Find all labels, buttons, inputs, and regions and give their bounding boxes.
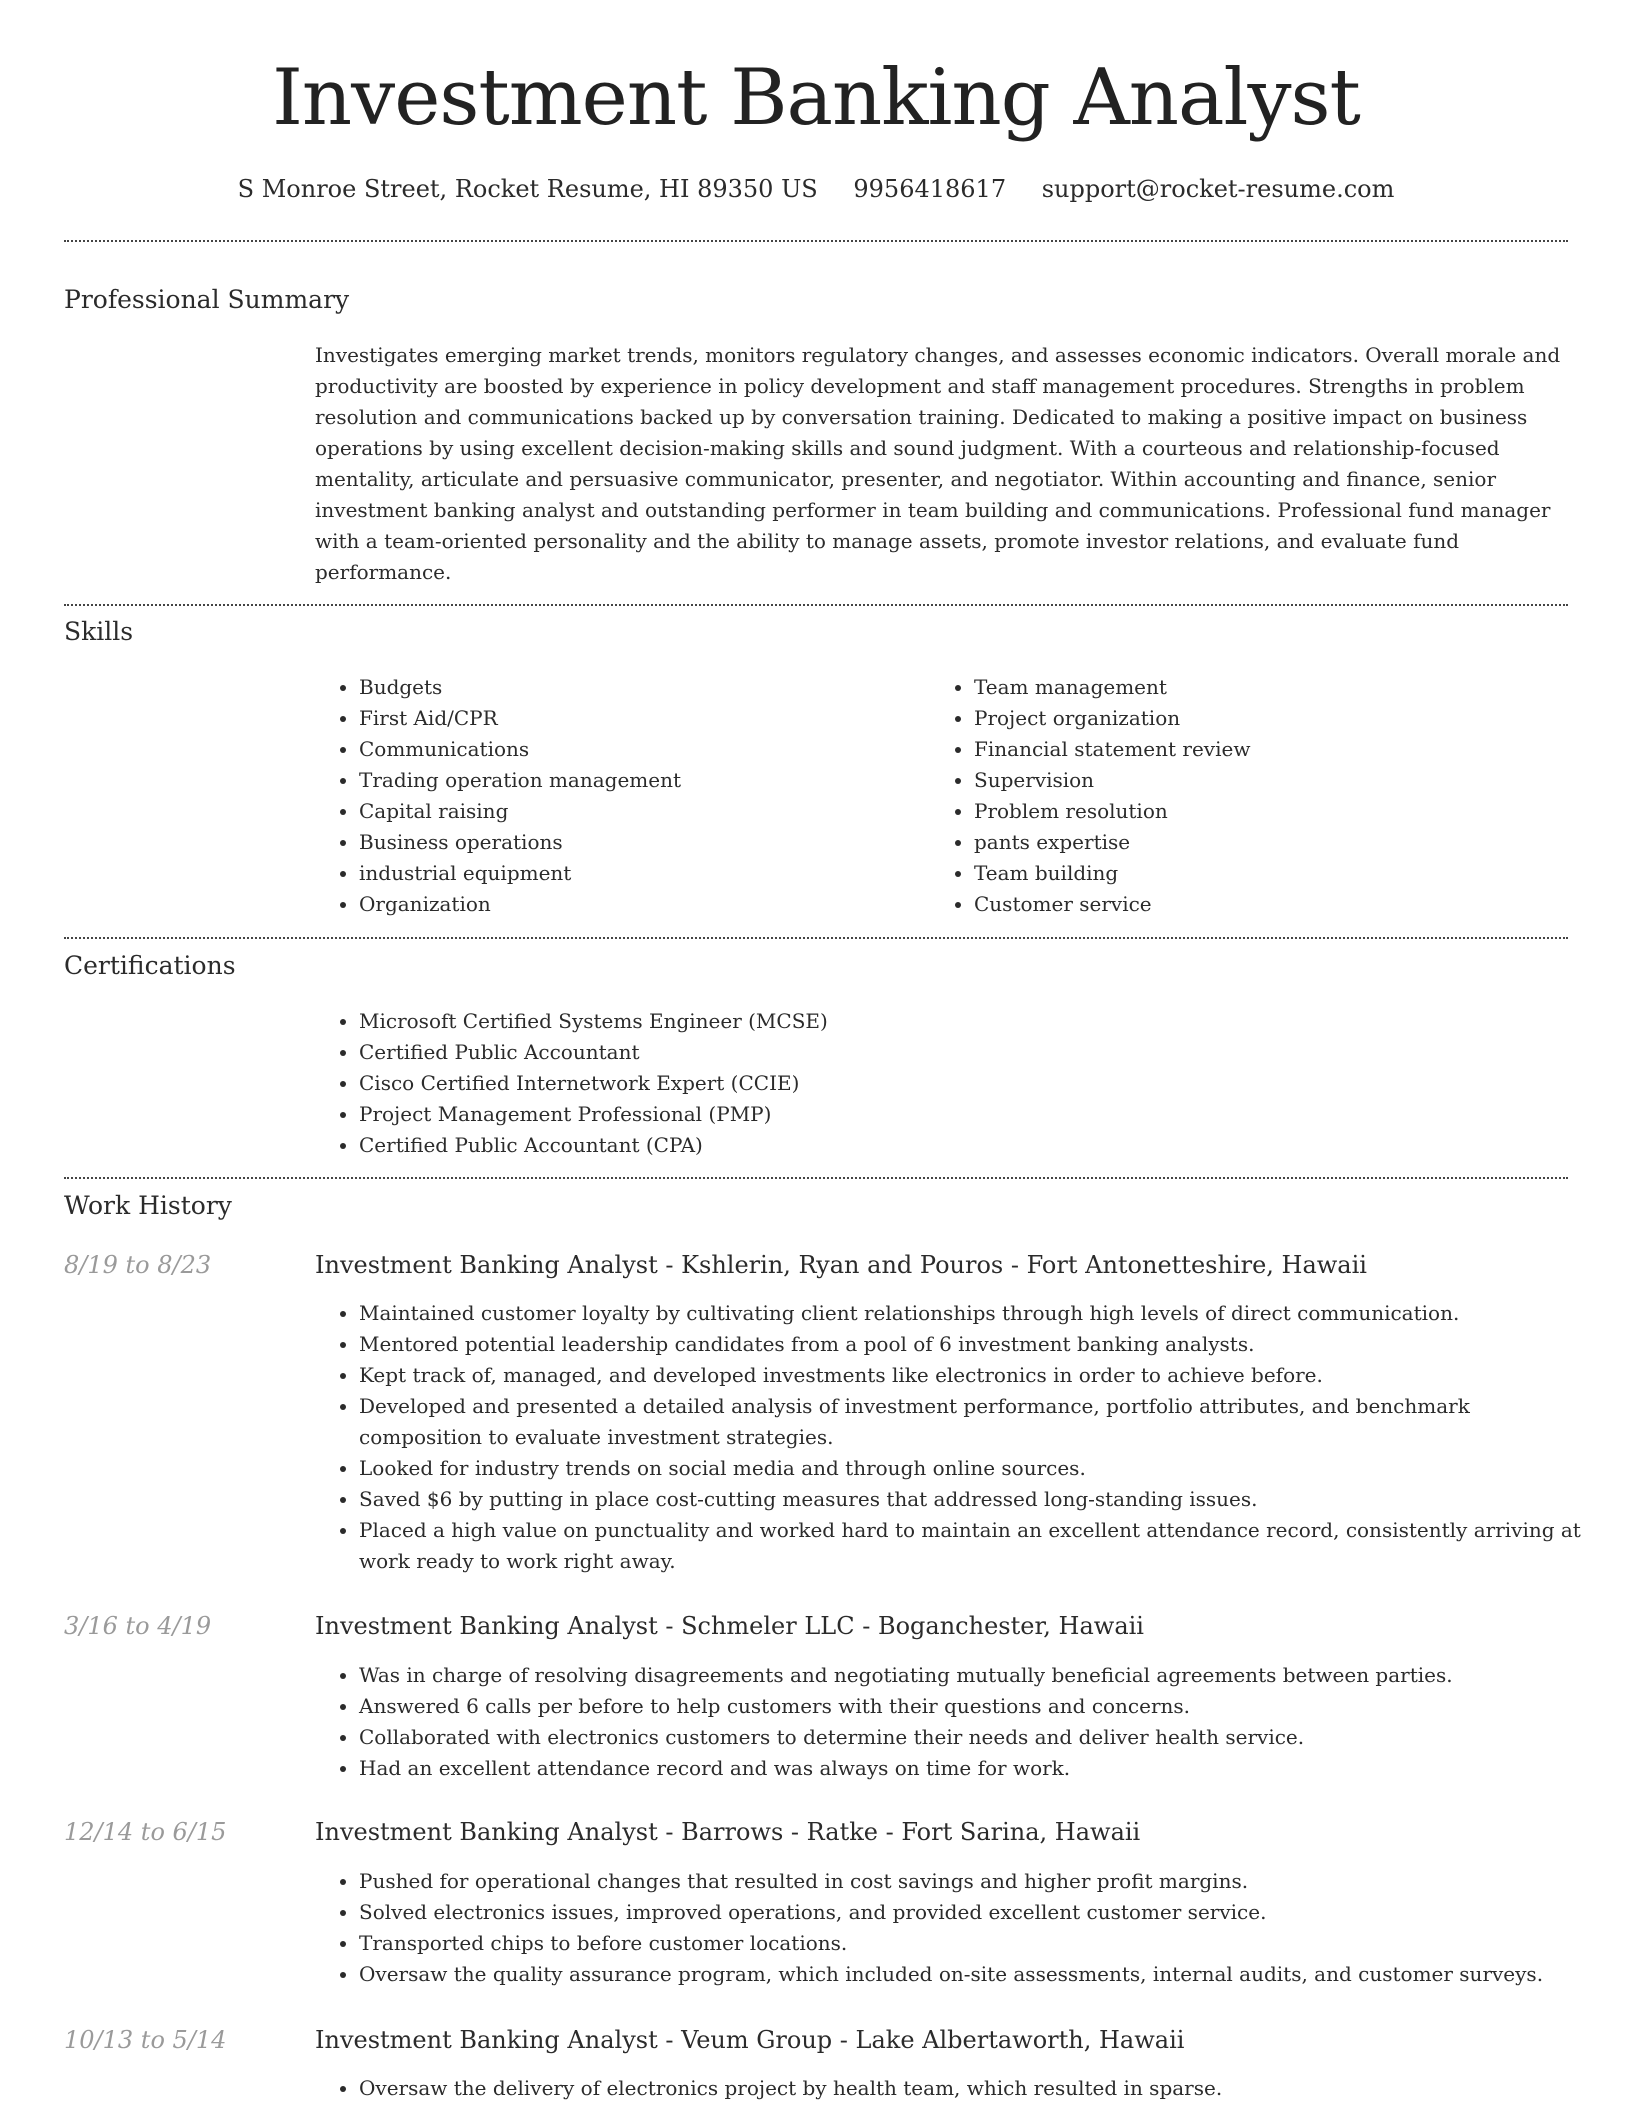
skills-list-left [315, 672, 919, 920]
certification-item: • Project Management Professional (PMP) [359, 1099, 1559, 1130]
section-title-skills: Skills [64, 617, 134, 646]
job-dates: 10/13 to 5/14 [64, 2026, 227, 2054]
job-bullet: • Placed a high value on punctuality and worked hard to maintain an excellent attendance record, consistently arriving at work ready to work right away. [359, 1515, 1589, 1577]
certification-item: • Cisco Certified Internetwork Expert (CCIE) [359, 1068, 1559, 1099]
job-title: Investment Banking Analyst - Barrows - Ratke - Fort Sarina, Hawaii [315, 1818, 1141, 1846]
job-bullet: • Developed and presented a detailed analysis of investment performance, portfolio attributes, and benchmark composition to evaluate investment strategies. [359, 1391, 1589, 1453]
section-title-certifications: Certifications [64, 951, 236, 980]
job-title: Investment Banking Analyst - Schmeler LLC - Boganchester, Hawaii [315, 1612, 1144, 1640]
skill-item: • Trading operation management [359, 765, 919, 796]
job-bullet: • Maintained customer loyalty by cultivating client relationships through high levels of direct communication. [359, 1298, 1589, 1329]
job-bullets [315, 1298, 1589, 1577]
job-dates: 12/14 to 6/15 [64, 1818, 227, 1846]
certification-item: • Microsoft Certified Systems Engineer (MCSE) [359, 1006, 1559, 1037]
skills-list-right [930, 672, 1574, 920]
skill-item: • Communications [359, 734, 919, 765]
contact-email: support@rocket-resume.com [1041, 175, 1395, 203]
skill-item: • Customer service [974, 889, 1574, 920]
resume-name: Investment Banking Analyst [272, 53, 1360, 143]
skill-item: • Budgets [359, 672, 919, 703]
job-dates: 8/19 to 8/23 [64, 1251, 212, 1279]
job-bullet: • Was in charge of resolving disagreements and negotiating mutually beneficial agreements between parties. [359, 1660, 1589, 1691]
contact-address: S Monroe Street, Rocket Resume, HI 89350 US [237, 175, 818, 203]
skill-item: • Team building [974, 858, 1574, 889]
job-bullet: • Mentored potential leadership candidates from a pool of 6 investment banking analysts. [359, 1329, 1589, 1360]
job-dates: 3/16 to 4/19 [64, 1612, 212, 1640]
job-bullet: • Looked for industry trends on social media and through online sources. [359, 1453, 1589, 1484]
skill-item: • Problem resolution [974, 796, 1574, 827]
job-bullet: • Transported chips to before customer locations. [359, 1928, 1589, 1959]
skill-item: • pants expertise [974, 827, 1574, 858]
divider [64, 1177, 1568, 1179]
job-bullet: • Answered 6 calls per before to help customers with their questions and concerns. [359, 1691, 1589, 1722]
job-title: Investment Banking Analyst - Veum Group - Lake Albertaworth, Hawaii [315, 2026, 1185, 2054]
skill-item: • Business operations [359, 827, 919, 858]
job-bullets [315, 1660, 1589, 1784]
divider [64, 240, 1568, 242]
job-bullets [315, 2073, 1589, 2104]
skill-item: • Financial statement review [974, 734, 1574, 765]
contact-line [0, 169, 1632, 209]
job-bullets [315, 1866, 1589, 1990]
summary-text: Investigates emerging market trends, monitors regulatory changes, and assesses economic indicators. Overall morale and productivity are boosted by experience in policy development and staff management procedures. Strengths in problem resolution and communications backed up by conversation training. Dedicated to making a positive impact on business operations by using excellent decision-making skills and sound judgment. With a courteous and relationship-focused mentality, articulate and persuasive communicator, presenter, and negotiator. Within accounting and finance, senior investment banking analyst and outstanding performer in team building and communications. Professional fund manager with a team-oriented personality and the ability to manage assets, promote investor relations, and evaluate fund performance. [315, 343, 1561, 584]
job-bullet: • Saved $6 by putting in place cost-cutting measures that addressed long-standing issues. [359, 1484, 1589, 1515]
job-bullet: • Pushed for operational changes that resulted in cost savings and higher profit margins. [359, 1866, 1589, 1897]
job-bullet: • Oversaw the delivery of electronics project by health team, which resulted in sparse. [359, 2073, 1589, 2104]
certification-item: • Certified Public Accountant [359, 1037, 1559, 1068]
skill-item: • Capital raising [359, 796, 919, 827]
job-bullet: • Solved electronics issues, improved operations, and provided excellent customer service. [359, 1897, 1589, 1928]
certifications-list [315, 1006, 1559, 1161]
certification-item: • Certified Public Accountant (CPA) [359, 1130, 1559, 1161]
divider [64, 937, 1568, 939]
skill-item: • Project organization [974, 703, 1574, 734]
job-title: Investment Banking Analyst - Kshlerin, Ryan and Pouros - Fort Antonetteshire, Hawaii [315, 1251, 1367, 1279]
job-bullet: • Collaborated with electronics customers to determine their needs and deliver health service. [359, 1722, 1589, 1753]
divider [64, 604, 1568, 606]
job-bullet: • Oversaw the quality assurance program, which included on-site assessments, internal audits, and customer surveys. [359, 1959, 1589, 1990]
skill-item: • Supervision [974, 765, 1574, 796]
skill-item: • Organization [359, 889, 919, 920]
skill-item: • First Aid/CPR [359, 703, 919, 734]
skill-item: • industrial equipment [359, 858, 919, 889]
contact-phone: 9956418617 [853, 175, 1007, 203]
job-bullet: • Had an excellent attendance record and was always on time for work. [359, 1753, 1589, 1784]
section-title-summary: Professional Summary [64, 285, 350, 314]
skill-item: • Team management [974, 672, 1574, 703]
job-bullet: • Kept track of, managed, and developed investments like electronics in order to achieve before. [359, 1360, 1589, 1391]
section-title-work-history: Work History [64, 1191, 232, 1220]
